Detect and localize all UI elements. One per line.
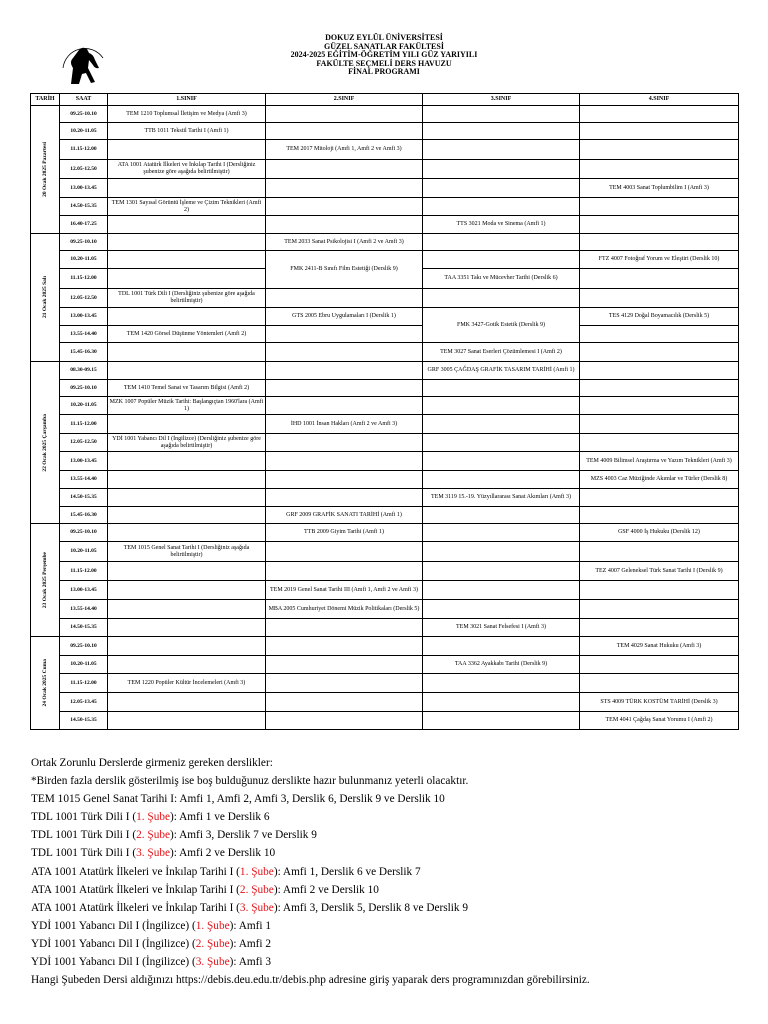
empty-cell (266, 542, 423, 562)
exam-cell: TAA 3351 Takı ve Mücevher Tarihi (Derslik 6) (423, 269, 580, 289)
time-cell: 13.00-13.45 (60, 308, 108, 326)
time-cell: 10.20-11.05 (60, 123, 108, 140)
table-row (31, 600, 739, 619)
empty-cell (266, 434, 423, 452)
exam-cell: GRF 2009 GRAFİK SANATI TARİHİ (Amfi 1) (266, 507, 423, 524)
document-header (160, 34, 608, 77)
day-label: 20 Ocak 2025 Pazartesi (41, 142, 48, 197)
time-cell: 14.50-15.35 (60, 712, 108, 730)
empty-cell (423, 581, 580, 600)
exam-cell: FTZ 4007 Fotoğraf Yorum ve Eleştiri (Derslik 10) (580, 251, 739, 269)
table-header-row (31, 94, 739, 106)
exam-cell: TDL 1001 Türk Dili I (Dersliğiniz şubenize göre aşağıda belirtilmiştir) (108, 289, 266, 308)
time-cell: 13.00-13.45 (60, 452, 108, 471)
empty-cell (423, 380, 580, 397)
section-label: 1. Şube (136, 811, 171, 824)
header-line: 2024-2025 EĞİTİM-ÖĞRETİM YILI GÜZ YARIYILI (290, 50, 478, 59)
exam-cell: YDİ 1001 Yabancı Dil I (İngilizce) (Dersliğiniz şubenize göre aşağıda belirtilmiştir) (108, 434, 266, 452)
empty-cell (580, 343, 739, 362)
empty-cell (108, 415, 266, 434)
empty-cell (266, 179, 423, 198)
exam-cell: TEM 1301 Sayısal Görüntü İşleme ve Çizim Teknikleri (Amfi 2) (108, 198, 266, 216)
note-line (31, 754, 751, 772)
exam-cell: STS 4009 TÜRK KOSTÜM TARİHİ (Derslik 3) (580, 693, 739, 712)
note-text: ): Amfi 3 (229, 956, 272, 969)
note-line (31, 935, 751, 953)
empty-cell (266, 471, 423, 489)
empty-cell (580, 581, 739, 600)
empty-cell (423, 674, 580, 693)
header-line: DOKUZ EYLÜL ÜNİVERSİTESİ (325, 33, 443, 42)
empty-cell (423, 471, 580, 489)
time-cell: 09.25-10.10 (60, 234, 108, 251)
empty-cell (108, 234, 266, 251)
exam-cell: TEM 3021 Sanat Felsefesi I (Amfi 3) (423, 619, 580, 637)
table-row (31, 397, 739, 415)
note-line (31, 917, 751, 935)
empty-cell (266, 123, 423, 140)
exam-cell: TEZ 4007 Geleneksel Türk Sanat Tarihi I (Derslik 9) (580, 562, 739, 581)
table-row (31, 326, 739, 343)
empty-cell (266, 452, 423, 471)
note-text: ): Amfi 2 ve Derslik 10 (273, 883, 379, 896)
header-line: FİNAL PROGRAMI (348, 67, 420, 76)
note-line (31, 826, 751, 844)
section-label: 2. Şube (136, 829, 171, 842)
empty-cell (423, 251, 580, 269)
note-text: ATA 1001 Atatürk İlkeleri ve İnkılap Tarihi I ( (31, 901, 240, 914)
table-row (31, 234, 739, 251)
empty-cell (423, 160, 580, 179)
time-cell: 11.15-12.00 (60, 269, 108, 289)
note-text: ATA 1001 Atatürk İlkeleri ve İnkılap Tarihi I ( (31, 883, 240, 896)
note-text: YDİ 1001 Yabancı Dil I (İngilizce) ( (31, 956, 196, 969)
empty-cell (580, 234, 739, 251)
time-cell: 15.45-16.30 (60, 507, 108, 524)
empty-cell (108, 581, 266, 600)
table-row (31, 251, 739, 269)
exam-cell: TTB 2009 Giyim Tarihi (Amfi 1) (266, 524, 423, 542)
empty-cell (580, 542, 739, 562)
time-cell: 13.55-14.40 (60, 600, 108, 619)
empty-cell (580, 674, 739, 693)
day-label: 22 Ocak 2025 Çarşamba (41, 413, 48, 472)
header-line: GÜZEL SANATLAR FAKÜLTESİ (324, 41, 444, 51)
note-line (31, 953, 751, 971)
empty-cell (423, 712, 580, 730)
day-cell (31, 524, 60, 637)
table-row (31, 712, 739, 730)
section-label: 1. Şube (239, 865, 274, 878)
empty-cell (423, 452, 580, 471)
empty-cell (423, 542, 580, 562)
exam-schedule-table (30, 93, 739, 730)
table-row (31, 160, 739, 179)
exam-cell: GTS 2005 Ebru Uygulamaları I (Derslik 1) (266, 308, 423, 326)
empty-cell (266, 362, 423, 380)
note-text: *Birden fazla derslik gösterilmiş ise boş bulduğunuz derslikte hazır bulunmanız yeterli olacaktır. (31, 775, 469, 788)
empty-cell (580, 489, 739, 507)
time-cell: 10.20-11.05 (60, 251, 108, 269)
day-cell (31, 234, 60, 362)
empty-cell (580, 289, 739, 308)
time-cell: 11.15-12.00 (60, 140, 108, 160)
exam-cell: TEM 3027 Sanat Eserleri Çözümlemesi I (Amfi 2) (423, 343, 580, 362)
time-cell: 12.05-13.45 (60, 693, 108, 712)
empty-cell (108, 216, 266, 234)
empty-cell (266, 712, 423, 730)
empty-cell (580, 380, 739, 397)
exam-cell: MBA 2005 Cumhuriyet Dönemi Müzik Politikaları (Derslik 5) (266, 600, 423, 619)
empty-cell (108, 712, 266, 730)
table-row (31, 415, 739, 434)
empty-cell (108, 452, 266, 471)
exam-cell: TEM 2019 Genel Sanat Tarihi III (Amfi 1, Amfi 2 ve Amfi 3) (266, 581, 423, 600)
empty-cell (423, 693, 580, 712)
time-cell: 14.50-15.35 (60, 198, 108, 216)
note-line (31, 808, 751, 826)
exam-cell: ATA 1001 Atatürk İlkeleri ve İnkılap Tarihi I (Dersliğiniz şubenize göre aşağıda belirtilmiştir) (108, 160, 266, 179)
time-cell: 10.20-11.05 (60, 656, 108, 674)
column-header-date: TARİH (31, 94, 60, 106)
exam-cell: TEM 3119 15.-19. Yüzyıllararası Sanat Akımları (Amfi 3) (423, 489, 580, 507)
empty-cell (423, 123, 580, 140)
empty-cell (266, 656, 423, 674)
empty-cell (266, 160, 423, 179)
section-label: 3. Şube (239, 901, 274, 914)
time-cell: 09.25-10.10 (60, 637, 108, 656)
table-row (31, 179, 739, 198)
time-cell: 13.00-13.45 (60, 581, 108, 600)
note-text: ): Amfi 3, Derslik 5, Derslik 8 ve Derslik 9 (273, 901, 469, 914)
section-label: 2. Şube (239, 883, 274, 896)
exam-cell: MZK 1007 Popüler Müzik Tarihi: Başlangıçtan 1960'lara (Amfi 1) (108, 397, 266, 415)
empty-cell (580, 507, 739, 524)
table-row (31, 434, 739, 452)
empty-cell (580, 160, 739, 179)
empty-cell (108, 471, 266, 489)
table-row (31, 489, 739, 507)
table-row (31, 452, 739, 471)
note-text: ): Amfi 3, Derslik 7 ve Derslik 9 (170, 829, 317, 842)
empty-cell (266, 562, 423, 581)
empty-cell (108, 269, 266, 289)
exam-cell: GRF 3005 ÇAĞDAŞ GRAFİK TASARIM TARİHİ (Amfi 1) (423, 362, 580, 380)
table-row (31, 524, 739, 542)
empty-cell (423, 600, 580, 619)
empty-cell (108, 637, 266, 656)
empty-cell (423, 106, 580, 123)
empty-cell (580, 106, 739, 123)
note-text: ): Amfi 2 (229, 937, 272, 950)
note-text: YDİ 1001 Yabancı Dil I (İngilizce) ( (31, 937, 196, 950)
table-row (31, 674, 739, 693)
empty-cell (108, 308, 266, 326)
time-cell: 11.15-12.00 (60, 562, 108, 581)
empty-cell (108, 656, 266, 674)
empty-cell (580, 198, 739, 216)
time-cell: 11.15-12.00 (60, 415, 108, 434)
section-label: 3. Şube (195, 956, 230, 969)
exam-cell: TEM 4009 Bilimsel Araştırma ve Yazım Teknikleri (Amfi 3) (580, 452, 739, 471)
time-cell: 10.20-11.05 (60, 397, 108, 415)
empty-cell (108, 600, 266, 619)
empty-cell (580, 656, 739, 674)
exam-cell: TEM 4003 Sanat Toplumbilim I (Amfi 3) (580, 179, 739, 198)
day-label: 23 Ocak 2025 Perşembe (41, 551, 48, 609)
day-cell (31, 362, 60, 524)
day-cell (31, 637, 60, 730)
exam-cell: TEM 1210 Toplumsal İletişim ve Medya (Amfi 3) (108, 106, 266, 123)
empty-cell (423, 179, 580, 198)
note-text: ): Amfi 2 ve Derslik 10 (170, 847, 276, 860)
exam-cell: TTB 1011 Tekstil Tarihi I (Amfi 1) (108, 123, 266, 140)
exam-cell: TEM 2033 Sanat Psikolojisi I (Amfi 2 ve Amfi 3) (266, 234, 423, 251)
empty-cell (266, 106, 423, 123)
time-cell: 09.25-10.10 (60, 524, 108, 542)
note-line (31, 863, 751, 881)
note-line (31, 790, 751, 808)
note-text: Ortak Zorunlu Derslerde girmeniz gereken derslikler: (31, 757, 273, 769)
empty-cell (108, 562, 266, 581)
time-cell: 14.50-15.35 (60, 619, 108, 637)
exam-cell: MZS 4003 Caz Müziğinde Akımlar ve Türler (Derslik 8) (580, 471, 739, 489)
empty-cell (266, 216, 423, 234)
time-cell: 13.55-14.40 (60, 471, 108, 489)
empty-cell (580, 326, 739, 343)
note-text: YDİ 1001 Yabancı Dil I (İngilizce) ( (31, 919, 196, 932)
exam-cell: GSF 4000 İş Hukuku (Derslik 12) (580, 524, 739, 542)
empty-cell (266, 674, 423, 693)
exam-cell: TEM 4029 Sanat Hukuku (Amfi 3) (580, 637, 739, 656)
empty-cell (108, 619, 266, 637)
day-label: 21 Ocak 2025 Salı (41, 276, 48, 319)
empty-cell (580, 362, 739, 380)
time-cell: 13.55-14.40 (60, 326, 108, 343)
empty-cell (423, 507, 580, 524)
note-text: ATA 1001 Atatürk İlkeleri ve İnkılap Tarihi I ( (31, 865, 240, 878)
note-line (31, 881, 751, 899)
table-row (31, 619, 739, 637)
empty-cell (108, 489, 266, 507)
empty-cell (108, 362, 266, 380)
empty-cell (580, 600, 739, 619)
table-row (31, 362, 739, 380)
table-row (31, 693, 739, 712)
table-row (31, 637, 739, 656)
empty-cell (108, 507, 266, 524)
note-text: TEM 1015 Genel Sanat Tarihi I: Amfi 1, Amfi 2, Amfi 3, Derslik 6, Derslik 9 ve Derslik 10 (31, 793, 445, 806)
empty-cell (423, 289, 580, 308)
exam-cell: TES 4129 Doğal Boyamacılık (Derslik 5) (580, 308, 739, 326)
table-row (31, 289, 739, 308)
time-cell: 12.05-12.50 (60, 434, 108, 452)
section-label: 2. Şube (195, 937, 230, 950)
exam-cell: TTS 3021 Moda ve Sinema (Amfi 1) (423, 216, 580, 234)
table-row (31, 308, 739, 326)
empty-cell (266, 380, 423, 397)
header-line: FAKÜLTE SEÇMELİ DERS HAVUZU (316, 58, 452, 68)
time-cell: 11.15-12.00 (60, 674, 108, 693)
empty-cell (423, 637, 580, 656)
empty-cell (423, 524, 580, 542)
empty-cell (423, 198, 580, 216)
empty-cell (266, 637, 423, 656)
empty-cell (108, 140, 266, 160)
table-row (31, 216, 739, 234)
note-text: Hangi Şubeden Dersi aldığınızı https://debis.deu.edu.tr/debis.php adresine giriş yaparak ders programınızdan görebilirsiniz. (31, 974, 590, 987)
exam-cell: TEM 1220 Popüler Kültür İncelemeleri (Amfi 3) (108, 674, 266, 693)
table-row (31, 562, 739, 581)
table-row (31, 581, 739, 600)
empty-cell (423, 434, 580, 452)
university-logo (55, 38, 111, 90)
section-label: 1. Şube (195, 919, 230, 932)
table-row (31, 507, 739, 524)
table-row (31, 198, 739, 216)
empty-cell (580, 216, 739, 234)
empty-cell (266, 198, 423, 216)
time-cell: 08.30-09.15 (60, 362, 108, 380)
time-cell: 09.25-10.10 (60, 106, 108, 123)
empty-cell (580, 140, 739, 160)
note-line (31, 844, 751, 862)
empty-cell (108, 343, 266, 362)
day-cell (31, 106, 60, 234)
time-cell: 14.50-15.35 (60, 489, 108, 507)
empty-cell (580, 397, 739, 415)
exam-cell: FMK 3427-Gotik Estetik (Derslik 9) (423, 308, 580, 343)
table-row (31, 123, 739, 140)
empty-cell (266, 397, 423, 415)
empty-cell (423, 415, 580, 434)
exam-cell: TAA 3362 Ayakkabı Tarihi (Derslik 9) (423, 656, 580, 674)
table-row (31, 106, 739, 123)
empty-cell (580, 434, 739, 452)
empty-cell (108, 524, 266, 542)
time-cell: 12.05-12.50 (60, 289, 108, 308)
time-cell: 09.25-10.10 (60, 380, 108, 397)
table-row (31, 471, 739, 489)
empty-cell (580, 415, 739, 434)
column-header-grade-1: 1.SINIF (108, 94, 266, 106)
empty-cell (266, 619, 423, 637)
exam-cell: TEM 2017 Mitoloji (Amfi 1, Amfi 2 ve Amfi 3) (266, 140, 423, 160)
column-header-grade-3: 3.SINIF (423, 94, 580, 106)
empty-cell (266, 489, 423, 507)
empty-cell (423, 397, 580, 415)
empty-cell (580, 619, 739, 637)
note-text: TDL 1001 Türk Dili I ( (31, 829, 137, 842)
empty-cell (108, 179, 266, 198)
empty-cell (266, 343, 423, 362)
empty-cell (266, 693, 423, 712)
table-row (31, 542, 739, 562)
table-row (31, 656, 739, 674)
empty-cell (108, 251, 266, 269)
exam-cell: TEM 1420 Görsel Düşünme Yöntemleri (Amfi 2) (108, 326, 266, 343)
column-header-grade-2: 2.SINIF (266, 94, 423, 106)
day-label: 24 Ocak 2025 Cuma (41, 659, 48, 707)
time-cell: 10.20-11.05 (60, 542, 108, 562)
empty-cell (580, 123, 739, 140)
time-cell: 15.45-16.30 (60, 343, 108, 362)
time-cell: 16.40-17.25 (60, 216, 108, 234)
table-row (31, 343, 739, 362)
empty-cell (423, 562, 580, 581)
note-text: TDL 1001 Türk Dili I ( (31, 811, 137, 824)
note-text: ): Amfi 1 (229, 919, 272, 932)
section-label: 3. Şube (136, 847, 171, 860)
empty-cell (423, 234, 580, 251)
note-line (31, 971, 751, 989)
empty-cell (580, 269, 739, 289)
table-row (31, 140, 739, 160)
time-cell: 13.00-13.45 (60, 179, 108, 198)
note-line (31, 772, 751, 790)
exam-cell: FMK 2411-B Sınıfı Film Estetiği (Derslik 9) (266, 251, 423, 289)
exam-cell: İHD 1001 İnsan Hakları (Amfi 2 ve Amfi 3) (266, 415, 423, 434)
column-header-grade-4: 4.SINIF (580, 94, 739, 106)
exam-cell: TEM 4041 Çağdaş Sanat Yorumu I (Amfi 2) (580, 712, 739, 730)
empty-cell (266, 326, 423, 343)
classroom-notes (31, 754, 751, 989)
empty-cell (266, 289, 423, 308)
empty-cell (108, 693, 266, 712)
note-line (31, 899, 751, 917)
exam-cell: TEM 1410 Temel Sanat ve Tasarım Bilgisi (Amfi 2) (108, 380, 266, 397)
note-text: ): Amfi 1 ve Derslik 6 (170, 811, 270, 824)
exam-cell: TEM 1015 Genel Sanat Tarihi I (Dersliğiniz aşağıda belirtilmiştir) (108, 542, 266, 562)
time-cell: 12.05-12.50 (60, 160, 108, 179)
table-row (31, 380, 739, 397)
note-text: TDL 1001 Türk Dili I ( (31, 847, 137, 860)
empty-cell (423, 140, 580, 160)
column-header-time: SAAT (60, 94, 108, 106)
note-text: ): Amfi 1, Derslik 6 ve Derslik 7 (273, 865, 421, 878)
